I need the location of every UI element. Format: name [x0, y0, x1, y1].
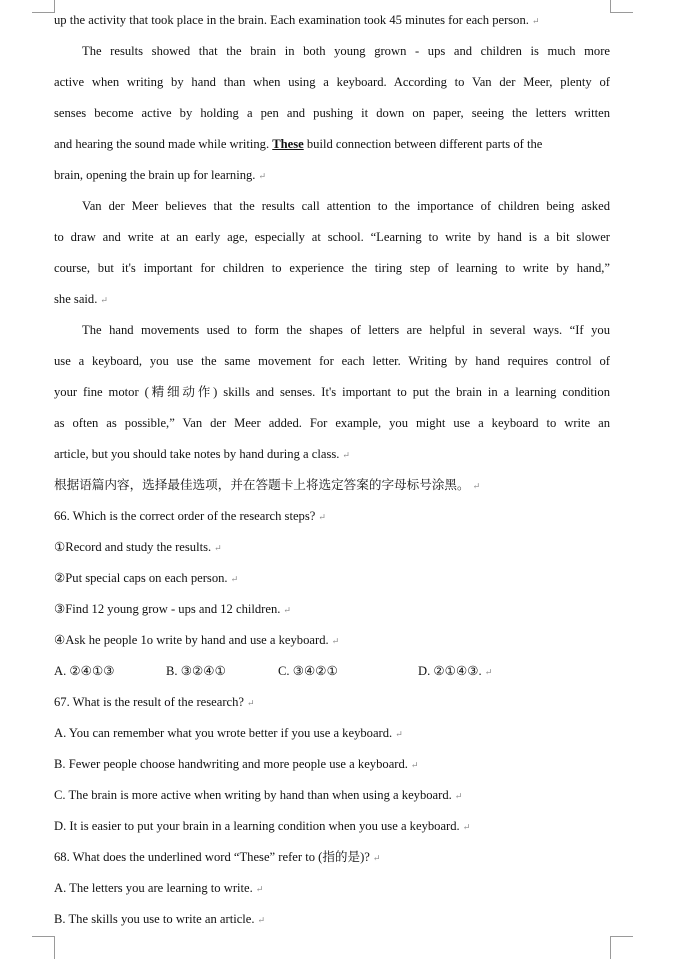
- paragraph-2-line-2: to draw and write at an early age, especially at school. “Learning to write by hand is a bit slower: [54, 230, 610, 244]
- paragraph-mark-icon: ↵: [472, 481, 481, 491]
- paragraph-0-line-1: [54, 5, 610, 36]
- paragraph-mark-icon: ↵: [100, 295, 108, 305]
- text: up the activity that took place in the brain. Each examination took 45 minutes for each person.: [54, 13, 529, 27]
- text: ①Record and study the results.: [54, 540, 212, 554]
- paragraph-1-line-5: [54, 160, 610, 191]
- instruction-text: 根据语篇内容，选择最佳选项，并在答题卡上将选定答案的字母标号涂黑。: [54, 478, 470, 492]
- text: B. Fewer people choose handwriting and more people use a keyboard.: [54, 757, 408, 771]
- option-b: B. ③②④①: [166, 664, 226, 678]
- paragraph-3-line-4: as often as possible,” Van der Meer added. For example, you might use a keyboard to write an: [54, 416, 610, 430]
- document-body: [54, 5, 610, 935]
- paragraph-mark-icon: ↵: [484, 667, 493, 677]
- text: B. The skills you use to write an article.: [54, 912, 255, 926]
- paragraph-mark-icon: ↵: [283, 605, 291, 615]
- question-67-stem: [54, 687, 610, 718]
- instruction: [54, 470, 610, 501]
- paragraph-2-line-1: Van der Meer believes that the results call attention to the importance of children being asked: [82, 199, 610, 213]
- question-67-option-a: [54, 718, 610, 749]
- text: 67. What is the result of the research?: [54, 695, 245, 709]
- paragraph-mark-icon: ↵: [410, 760, 419, 770]
- paragraph-1-line-4: [54, 129, 610, 160]
- paragraph-3-line-3: your fine motor (精细动作) skills and senses. It's important to put the brain in a learning condition: [54, 385, 610, 399]
- paragraph-1-line-3: senses become active by holding a pen and pushing it down on paper, seeing the letters written: [54, 106, 610, 120]
- question-68-stem: [54, 842, 610, 873]
- paragraph-mark-icon: ↵: [214, 543, 222, 553]
- question-66-step-4: [54, 625, 610, 656]
- paragraph-mark-icon: ↵: [395, 729, 403, 739]
- paragraph-mark-icon: ↵: [318, 512, 326, 522]
- paragraph-mark-icon: ↵: [342, 450, 350, 460]
- paragraph-mark-icon: ↵: [462, 822, 471, 832]
- underlined-word: These: [272, 137, 304, 151]
- question-66-options: [54, 656, 610, 687]
- paragraph-mark-icon: ↵: [257, 915, 266, 925]
- paragraph-3-line-5: [54, 439, 610, 470]
- text: brain, opening the brain up for learning.: [54, 168, 256, 182]
- paragraph-mark-icon: ↵: [255, 884, 264, 894]
- question-67-option-c: [54, 780, 610, 811]
- margin-corner-top-left: [32, 0, 55, 13]
- question-66-stem: [54, 501, 610, 532]
- text: she said.: [54, 292, 98, 306]
- question-67-option-b: [54, 749, 610, 780]
- question-67-option-d: [54, 811, 610, 842]
- question-66-step-1: [54, 532, 610, 563]
- text: ③Find 12 young grow - ups and 12 children.: [54, 602, 281, 616]
- text: 68. What does the underlined word “These” refer to (指的是)?: [54, 850, 370, 864]
- paragraph-2-line-3: course, but it's important for children to experience the tiring step of learning to write by hand,”: [54, 261, 610, 275]
- question-68-option-a: [54, 873, 610, 904]
- text: A. You can remember what you wrote better if you use a keyboard.: [54, 726, 393, 740]
- text: ②Put special caps on each person.: [54, 571, 228, 585]
- text: D. It is easier to put your brain in a learning condition when you use a keyboard.: [54, 819, 460, 833]
- text: build connection between different parts of the: [303, 137, 543, 151]
- text: article, but you should take notes by hand during a class.: [54, 447, 340, 461]
- paragraph-mark-icon: ↵: [531, 16, 540, 26]
- paragraph-mark-icon: ↵: [258, 171, 266, 181]
- text: C. The brain is more active when writing by hand than when using a keyboard.: [54, 788, 452, 802]
- paragraph-2-line-4: [54, 284, 610, 315]
- text: A. The letters you are learning to write.: [54, 881, 253, 895]
- paragraph-mark-icon: ↵: [331, 636, 340, 646]
- option-d: [418, 656, 492, 687]
- option-c: C. ③④②①: [278, 664, 338, 678]
- paragraph-1-line-1: The results showed that the brain in both young grown - ups and children is much more: [82, 44, 610, 58]
- text: ④Ask he people 1o write by hand and use a keyboard.: [54, 633, 329, 647]
- question-66-step-2: [54, 563, 610, 594]
- paragraph-mark-icon: ↵: [230, 574, 239, 584]
- paragraph-mark-icon: ↵: [372, 853, 381, 863]
- paragraph-mark-icon: ↵: [247, 698, 255, 708]
- paragraph-3-line-1: The hand movements used to form the shapes of letters are helpful in several ways. “If you: [82, 323, 610, 337]
- option-a: A. ②④①③: [54, 664, 115, 678]
- question-68-option-b: [54, 904, 610, 935]
- paragraph-1-line-2: active when writing by hand than when using a keyboard. According to Van der Meer, plenty of: [54, 75, 610, 89]
- paragraph-3-line-2: use a keyboard, you use the same movement for each letter. Writing by hand requires control of: [54, 354, 610, 368]
- text: D. ②①④③.: [418, 664, 482, 678]
- text: and hearing the sound made while writing.: [54, 137, 273, 151]
- text: 66. Which is the correct order of the research steps?: [54, 509, 316, 523]
- question-66-step-3: [54, 594, 610, 625]
- margin-corner-bottom-left: [32, 936, 55, 959]
- paragraph-mark-icon: ↵: [454, 791, 463, 801]
- margin-corner-bottom-right: [610, 936, 633, 959]
- margin-corner-top-right: [610, 0, 633, 13]
